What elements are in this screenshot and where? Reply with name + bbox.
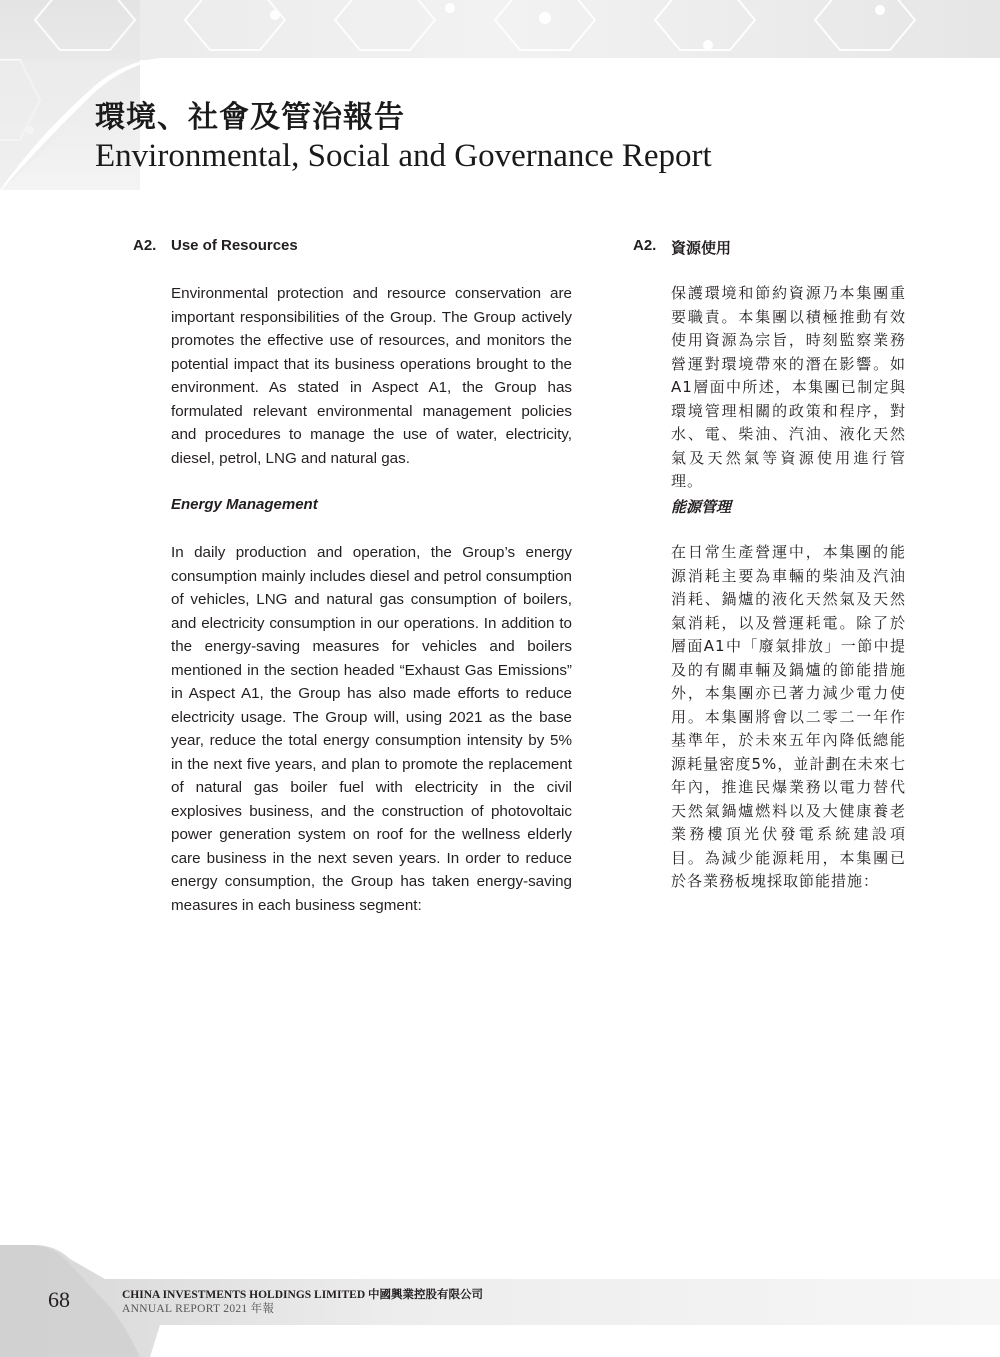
page-number: 68: [48, 1287, 70, 1312]
section-title-cn: 資源使用: [671, 239, 732, 257]
section-number-en: A2.: [133, 237, 157, 254]
intro-paragraph-cn-block: [671, 282, 906, 494]
intro-paragraph-en: Environmental protection and resource conservation are important responsibilities of the Group. The Group actively promotes the effective use of resources, and monitors the potential impact that its business operations brought to the environment. As stated in Aspect A1, the Group has formulated relevant environmental management policies and procedures to manage the use of water, electricity, diesel, petrol, LNG and natural gas.: [171, 285, 572, 467]
intro-paragraph-en-block: [171, 282, 572, 470]
page-title-english: Environmental, Social and Governance Report: [95, 138, 712, 174]
page-title-chinese: 環境、社會及管治報告: [95, 100, 405, 135]
section-title-en: Use of Resources: [171, 237, 298, 254]
subheading-energy-management-cn: 能源管理: [671, 498, 732, 516]
intro-paragraph-cn: 保護環境和節約資源乃本集團重要職責。本集團以積極推動有效使用資源為宗旨，時刻監察業務營運對環境帶來的潛在影響。如A1層面中所述，本集團已制定與環境管理相關的政策和程序，對水、電、柴油、汽油、液化天然氣及天然氣等資源使用進行管理。: [671, 284, 906, 490]
footer-company-name: CHINA INVESTMENTS HOLDINGS LIMITED 中國興業控股有限公司: [122, 1289, 484, 1301]
energy-paragraph-cn-block: [671, 541, 906, 894]
energy-paragraph-en: In daily production and operation, the Group’s energy consumption mainly includes diesel and petrol consumption of vehicles, LNG and natural gas consumption of boilers, and electricity consumption in our operations. In addition to the energy-saving measures for vehicles and boilers mentioned in the section headed “Exhaust Gas Emissions” in Aspect A1, the Group has also made efforts to reduce electricity usage. The Group will, using 2021 as the base year, reduce the total energy consumption intensity by 5% in the next five years, and plan to promote the replacement of natural gas boiler fuel with electricity in the civil explosives business, and the construction of photovoltaic power generation system on roof for the wellness elderly care business in the next seven years. In order to reduce energy consumption, the Group has taken energy-saving measures in each business segment:: [171, 544, 572, 914]
subheading-energy-management-en: Energy Management: [171, 496, 318, 513]
footer-report-title: ANNUAL REPORT 2021 年報: [122, 1303, 275, 1315]
energy-paragraph-cn: 在日常生產營運中，本集團的能源消耗主要為車輛的柴油及汽油消耗、鍋爐的液化天然氣及天然氣消耗，以及營運耗電。除了於層面A1中「廢氣排放」一節中提及的有關車輛及鍋爐的節能措施外，本集團亦已著力減少電力使用。本集團將會以二零二一年作基準年，於未來五年內降低總能源耗量密度5%，並計劃在未來七年內，推進民爆業務以電力替代天然氣鍋爐燃料以及大健康養老業務樓頂光伏發電系統建設項目。為減少能源耗用，本集團已於各業務板塊採取節能措施：: [671, 543, 906, 890]
page-header: [95, 98, 712, 176]
section-number-cn: A2.: [633, 237, 657, 254]
energy-paragraph-en-block: [171, 541, 572, 917]
